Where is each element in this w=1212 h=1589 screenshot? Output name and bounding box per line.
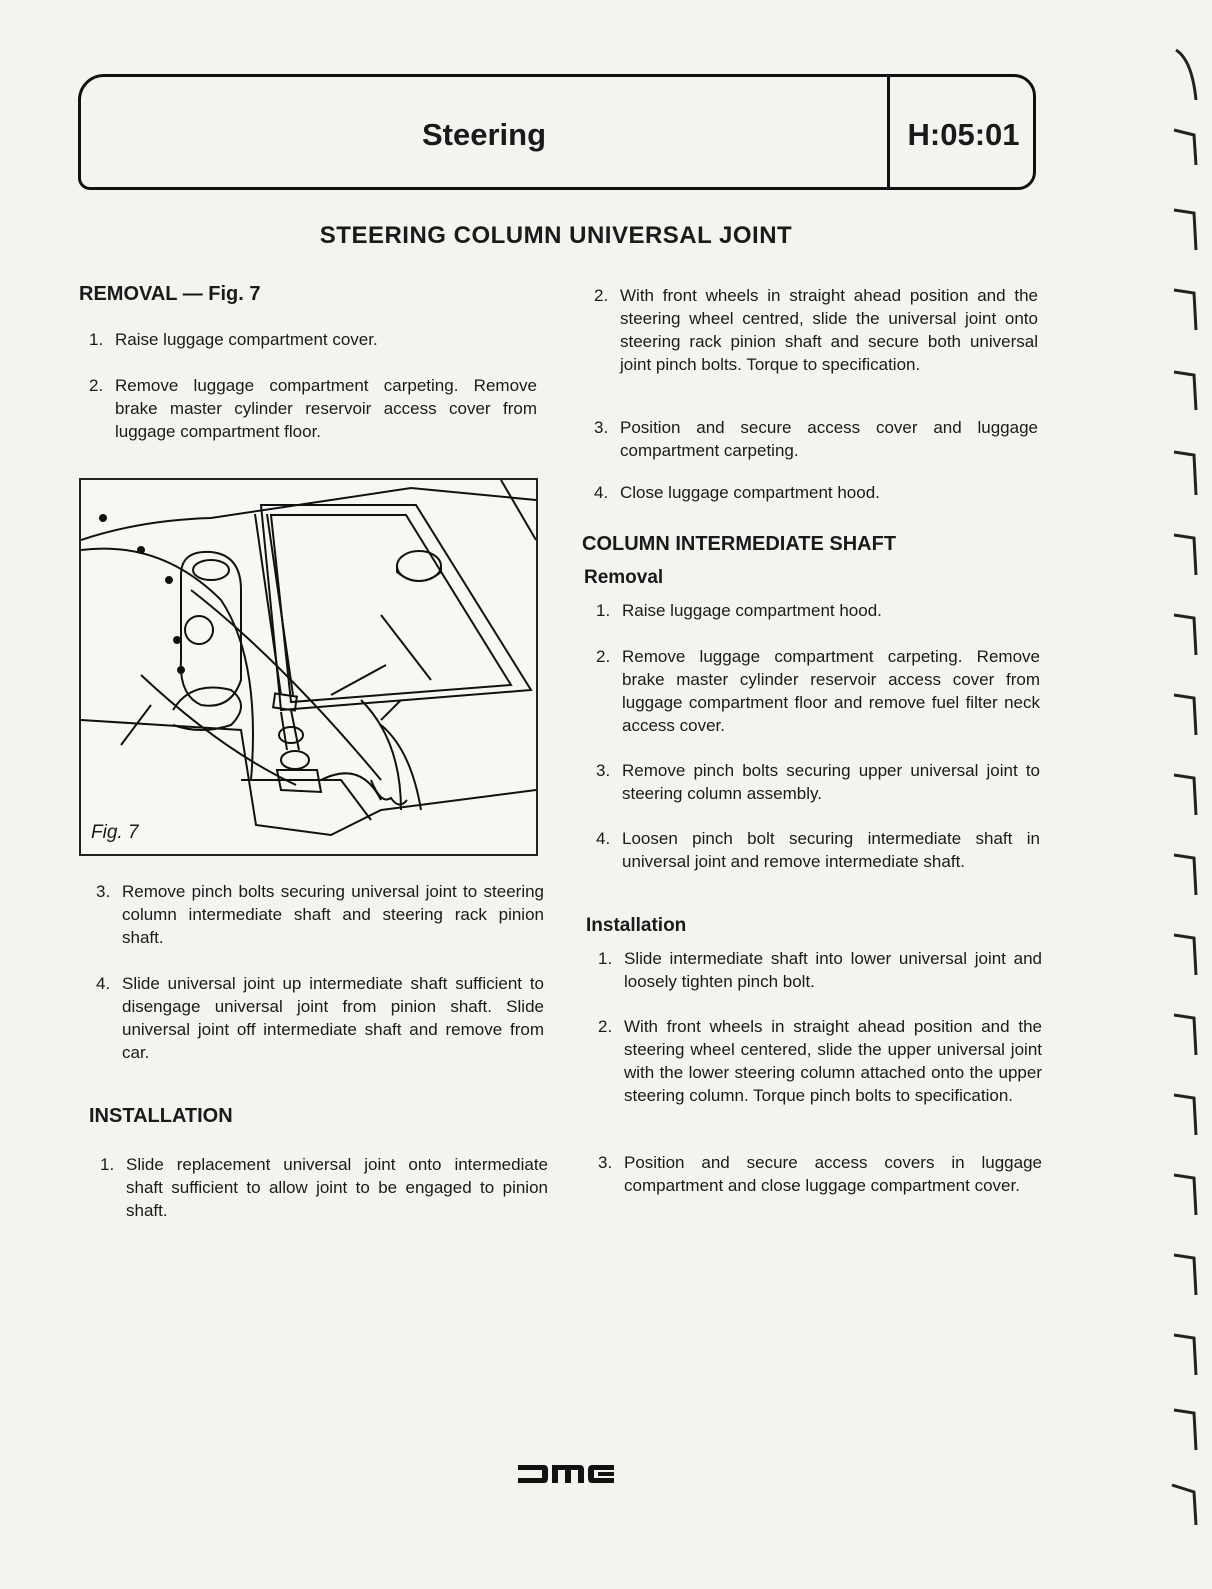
shaft-installation-step-3 bbox=[598, 1151, 1042, 1197]
step-text: Raise luggage compartment cover. bbox=[115, 330, 378, 349]
step-number: 2. bbox=[89, 376, 104, 395]
step-number: 1. bbox=[89, 330, 104, 349]
step-number: 2. bbox=[596, 647, 611, 666]
left-removal-step-3 bbox=[96, 880, 544, 949]
page-title: STEERING COLUMN UNIVERSAL JOINT bbox=[319, 222, 793, 249]
header-divider bbox=[887, 77, 890, 187]
step-number: 2. bbox=[594, 286, 609, 305]
header-box bbox=[78, 74, 1036, 190]
step-number: 3. bbox=[96, 882, 111, 901]
step-text: Remove pinch bolts securing universal joint to steering column intermediate shaft and steering rack pinion shaft. bbox=[122, 882, 544, 947]
step-number: 4. bbox=[594, 483, 609, 502]
left-removal-step-2 bbox=[89, 374, 537, 443]
step-text: Position and secure access cover and luggage compartment carpeting. bbox=[620, 418, 1038, 460]
step-number: 2. bbox=[598, 1017, 613, 1036]
step-text: Remove luggage compartment carpeting. Remove brake master cylinder reservoir access cover from luggage compartment floor. bbox=[115, 376, 537, 441]
installation-subheading: Installation bbox=[586, 915, 687, 936]
step-number: 3. bbox=[596, 761, 611, 780]
step-text: Slide universal joint up intermediate shaft sufficient to disengage universal joint from pinion shaft. Slide universal joint off intermediate shaft and remove from car. bbox=[122, 974, 544, 1062]
step-text: With front wheels in straight ahead position and the steering wheel centred, slide the universal joint onto steering rack pinion shaft and secure both universal joint pinch bolts. Torque to specification. bbox=[620, 286, 1038, 374]
shaft-removal-step-1 bbox=[596, 599, 1040, 622]
left-installation-step-1 bbox=[100, 1153, 548, 1222]
shaft-removal-step-4 bbox=[596, 827, 1040, 873]
step-number: 4. bbox=[96, 974, 111, 993]
shaft-installation-step-2 bbox=[598, 1015, 1042, 1107]
step-number: 1. bbox=[100, 1155, 115, 1174]
step-text: Loosen pinch bolt securing intermediate shaft in universal joint and remove intermediate shaft. bbox=[622, 829, 1040, 871]
step-text: Close luggage compartment hood. bbox=[620, 483, 880, 502]
step-number: 3. bbox=[598, 1153, 613, 1172]
left-removal-step-4 bbox=[96, 972, 544, 1064]
column-intermediate-shaft-heading: COLUMN INTERMEDIATE SHAFT bbox=[582, 533, 897, 555]
section-code: H:05:01 bbox=[907, 117, 1020, 152]
installation-heading: INSTALLATION bbox=[89, 1105, 233, 1127]
step-text: With front wheels in straight ahead position and the steering wheel centered, slide the upper universal joint with the lower steering column attached onto the upper steering column. Torque pinch bolts to specification. bbox=[624, 1017, 1042, 1105]
step-number: 1. bbox=[596, 601, 611, 620]
section-title: Steering bbox=[421, 117, 547, 152]
right-step-3 bbox=[594, 416, 1038, 462]
step-text: Slide intermediate shaft into lower universal joint and loosely tighten pinch bolt. bbox=[624, 949, 1042, 991]
step-text: Remove pinch bolts securing upper universal joint to steering column assembly. bbox=[622, 761, 1040, 803]
removal-heading: REMOVAL — Fig. 7 bbox=[79, 283, 261, 305]
shaft-removal-step-3 bbox=[596, 759, 1040, 805]
step-number: 3. bbox=[594, 418, 609, 437]
binder-tab-marks bbox=[1164, 0, 1204, 1589]
step-text: Remove luggage compartment carpeting. Remove brake master cylinder reservoir access cover from luggage compartment floor and remove fuel filter neck access cover. bbox=[622, 647, 1040, 735]
dmc-logo bbox=[518, 1462, 614, 1486]
figure-label: Fig. 7 bbox=[91, 822, 139, 843]
step-text: Slide replacement universal joint onto intermediate shaft sufficient to allow joint to be engaged to pinion shaft. bbox=[126, 1155, 548, 1220]
removal-subheading: Removal bbox=[584, 567, 664, 588]
figure-7-illustration bbox=[79, 478, 538, 856]
step-number: 1. bbox=[598, 949, 613, 968]
right-step-2 bbox=[594, 284, 1038, 376]
left-removal-step-1 bbox=[89, 328, 537, 351]
shaft-removal-step-2 bbox=[596, 645, 1040, 737]
universal-joint-drawing bbox=[81, 480, 536, 854]
step-number: 4. bbox=[596, 829, 611, 848]
right-step-4 bbox=[594, 481, 1038, 504]
shaft-installation-step-1 bbox=[598, 947, 1042, 993]
step-text: Position and secure access covers in luggage compartment and close luggage compartment cover. bbox=[624, 1153, 1042, 1195]
step-text: Raise luggage compartment hood. bbox=[622, 601, 882, 620]
